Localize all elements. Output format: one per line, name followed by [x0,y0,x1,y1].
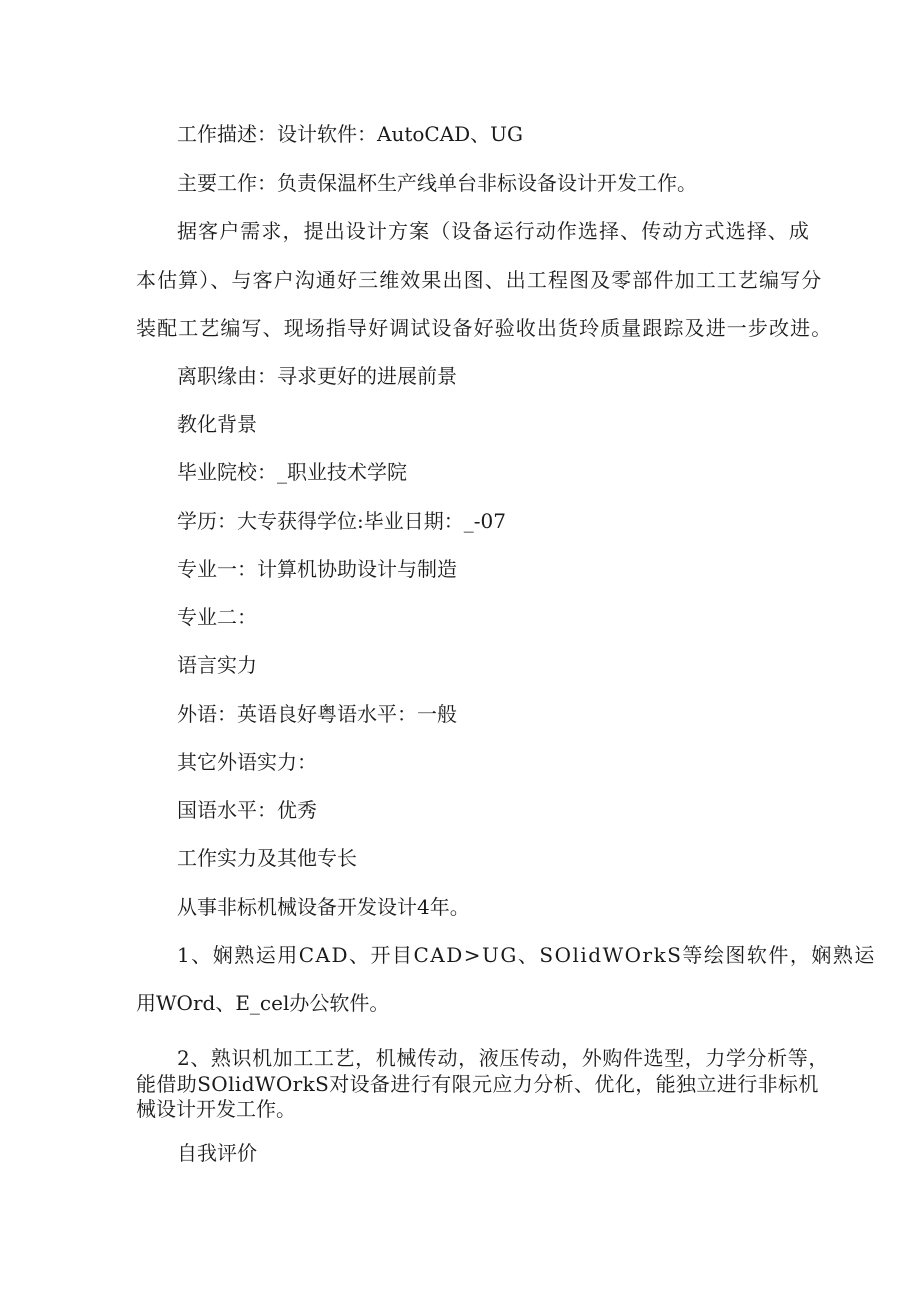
education-heading: 教化背景 [177,412,257,436]
language-heading: 语言实力 [177,653,257,677]
major-2: 专业二： [177,605,257,629]
foreign-language: 外语：英语良好粤语水平：一般 [177,702,457,726]
skill1-line-1: 1、娴熟运用CAD、开目CAD>UG、SOlidWOrkS等绘图软件，娴熟运 [177,943,876,967]
degree: 学历：大专获得学位:毕业日期：_-07 [177,509,506,533]
para1-line-2: 本估算）、与客户沟通好三维效果出图、出工程图及零部件加工工艺编写分 [136,268,823,292]
skill2-line-1: 2、熟识机加工工艺，机械传动，液压传动，外购件选型，力学分析等， [177,1046,829,1070]
experience: 从事非标机械设备开发设计4年。 [177,895,470,919]
skill2-line-3: 械设计开发工作。 [136,1097,296,1121]
mandarin-level: 国语水平：优秀 [177,798,317,822]
para1-line-3: 装配工艺编写、现场指导好调试设备好验收出货玲质量跟踪及进一步改进。 [136,316,833,340]
school: 毕业院校：_职业技术学院 [177,460,407,484]
skill1-line-2: 用WOrd、E_cel办公软件。 [136,991,390,1015]
para1-line-1: 据客户需求，提出设计方案（设备运行动作选择、传动方式选择、成 [177,219,810,243]
self-evaluation-heading: 自我评价 [177,1141,257,1165]
skills-heading: 工作实力及其他专长 [177,846,357,870]
other-language: 其它外语实力： [177,750,317,774]
major-1: 专业一：计算机协助设计与制造 [177,557,457,581]
leave-reason: 离职缘由：寻求更好的进展前景 [177,364,457,388]
main-work: 主要工作：负责保温杯生产线单台非标设备设计开发工作。 [177,171,697,195]
work-description: 工作描述：设计软件：AutoCAD、UG [177,122,524,146]
skill2-line-2: 能借助SOlidWOrkS对设备进行有限元应力分析、优化，能独立进行非标机 [136,1072,819,1096]
